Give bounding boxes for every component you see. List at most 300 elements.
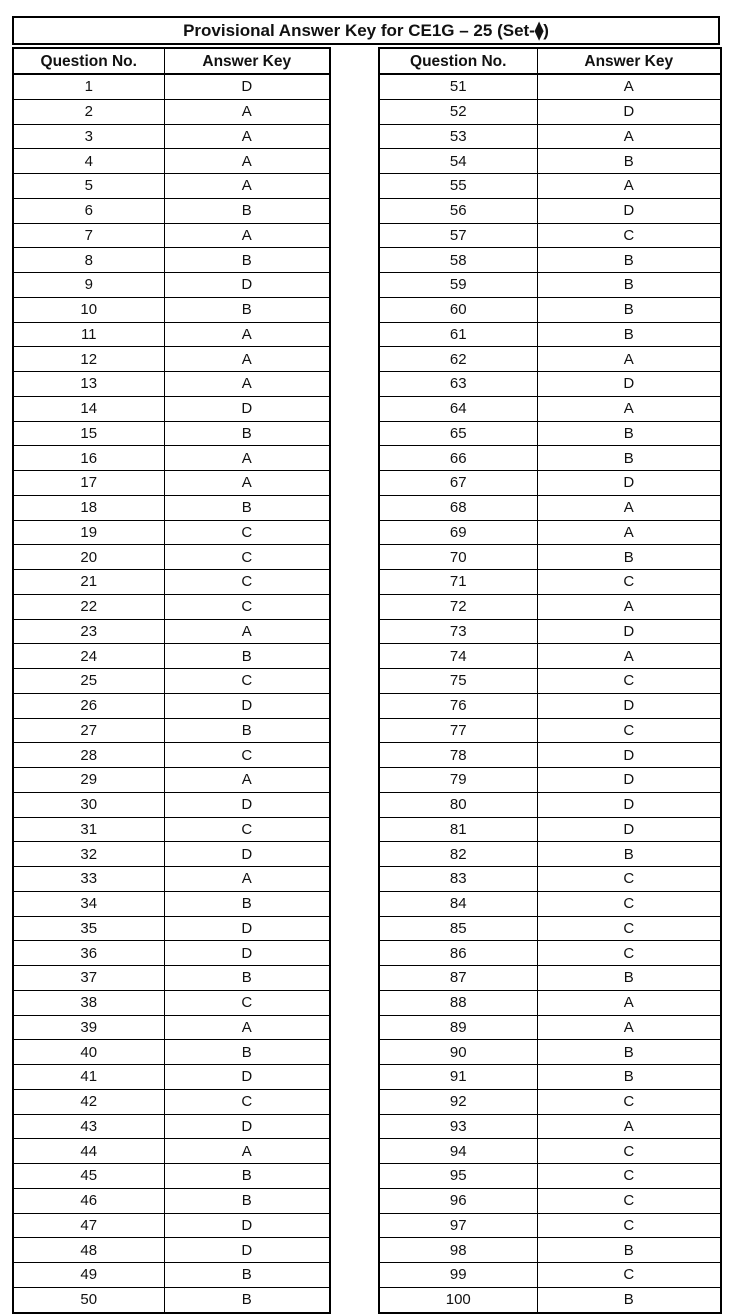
question-number: 86	[379, 941, 537, 966]
table-header-row	[13, 48, 330, 74]
answer-key-value: B	[537, 149, 721, 174]
table-row	[379, 966, 721, 991]
question-number: 23	[13, 619, 164, 644]
question-number: 100	[379, 1287, 537, 1312]
question-number: 36	[13, 941, 164, 966]
table-row	[379, 916, 721, 941]
question-number: 80	[379, 792, 537, 817]
question-number: 91	[379, 1065, 537, 1090]
question-number: 45	[13, 1164, 164, 1189]
table-row	[379, 1188, 721, 1213]
question-number: 51	[379, 74, 537, 99]
table-row	[379, 1139, 721, 1164]
table-row	[13, 619, 330, 644]
answer-key-value: D	[537, 792, 721, 817]
question-number: 4	[13, 149, 164, 174]
answer-key-value: C	[164, 520, 330, 545]
table-row	[379, 619, 721, 644]
question-number: 64	[379, 396, 537, 421]
table-row	[13, 891, 330, 916]
table-row	[13, 817, 330, 842]
answer-key-value: A	[164, 223, 330, 248]
question-number: 57	[379, 223, 537, 248]
question-number: 50	[13, 1287, 164, 1312]
table-row	[379, 297, 721, 322]
answer-key-value: A	[164, 322, 330, 347]
table-row	[379, 570, 721, 595]
answer-key-value: A	[537, 990, 721, 1015]
answer-key-value: B	[164, 495, 330, 520]
answer-key-value: B	[537, 273, 721, 298]
table-row	[13, 916, 330, 941]
answer-key-value: B	[164, 297, 330, 322]
table-row	[13, 743, 330, 768]
question-number: 93	[379, 1114, 537, 1139]
table-row	[13, 124, 330, 149]
answer-table-left	[12, 47, 331, 1314]
question-number: 70	[379, 545, 537, 570]
question-number: 72	[379, 594, 537, 619]
table-row	[13, 545, 330, 570]
answer-key-value: C	[537, 941, 721, 966]
answer-key-header: Answer Key	[164, 48, 330, 74]
answer-key-value: D	[537, 372, 721, 397]
answer-key-value: C	[537, 223, 721, 248]
answer-key-value: D	[164, 693, 330, 718]
question-number: 17	[13, 471, 164, 496]
question-number: 46	[13, 1188, 164, 1213]
answer-key-value: D	[537, 471, 721, 496]
question-number: 3	[13, 124, 164, 149]
table-row	[379, 891, 721, 916]
question-number: 90	[379, 1040, 537, 1065]
question-number: 71	[379, 570, 537, 595]
answer-key-value: A	[537, 520, 721, 545]
answer-key-value: A	[164, 619, 330, 644]
question-number: 69	[379, 520, 537, 545]
table-row	[379, 223, 721, 248]
table-row	[13, 1263, 330, 1288]
answer-key-value: C	[537, 718, 721, 743]
question-number: 16	[13, 446, 164, 471]
table-row	[13, 941, 330, 966]
answer-key-value: C	[164, 990, 330, 1015]
answer-key-value: D	[164, 74, 330, 99]
answer-key-value: B	[164, 644, 330, 669]
question-number: 37	[13, 966, 164, 991]
answer-key-value: C	[537, 1263, 721, 1288]
answer-key-value: A	[537, 74, 721, 99]
question-number: 68	[379, 495, 537, 520]
question-number: 98	[379, 1238, 537, 1263]
table-row	[13, 273, 330, 298]
question-number: 27	[13, 718, 164, 743]
table-row	[13, 990, 330, 1015]
answer-key-value: C	[164, 594, 330, 619]
answer-key-value: A	[164, 174, 330, 199]
page-title: Provisional Answer Key for CE1G – 25 (Set-⧫)	[12, 16, 720, 45]
table-row	[379, 99, 721, 124]
answer-key-value: D	[537, 198, 721, 223]
answer-key-value: C	[164, 570, 330, 595]
answer-key-value: D	[537, 768, 721, 793]
table-row	[13, 570, 330, 595]
answer-key-value: C	[164, 817, 330, 842]
answer-key-value: A	[537, 174, 721, 199]
question-number: 18	[13, 495, 164, 520]
answer-key-value: A	[164, 446, 330, 471]
table-row	[13, 1015, 330, 1040]
answer-key-value: D	[164, 792, 330, 817]
answer-key-value: A	[164, 99, 330, 124]
question-number: 29	[13, 768, 164, 793]
answer-key-value: A	[537, 347, 721, 372]
answer-key-value: A	[164, 471, 330, 496]
table-row	[379, 1164, 721, 1189]
question-number: 24	[13, 644, 164, 669]
table-row	[379, 1213, 721, 1238]
question-number: 21	[13, 570, 164, 595]
table-row	[379, 1065, 721, 1090]
answer-key-header: Answer Key	[537, 48, 721, 74]
answer-key-value: B	[537, 297, 721, 322]
table-row	[13, 446, 330, 471]
answer-key-value: A	[164, 347, 330, 372]
answer-key-value: B	[537, 842, 721, 867]
question-number: 65	[379, 421, 537, 446]
question-number: 78	[379, 743, 537, 768]
answer-key-value: D	[164, 1114, 330, 1139]
question-number: 33	[13, 867, 164, 892]
table-row	[379, 817, 721, 842]
table-row	[379, 1238, 721, 1263]
table-row	[379, 1287, 721, 1312]
question-number: 73	[379, 619, 537, 644]
question-number: 92	[379, 1089, 537, 1114]
answer-key-value: A	[537, 1114, 721, 1139]
answer-key-value: A	[164, 1015, 330, 1040]
table-row	[379, 248, 721, 273]
answer-key-value: C	[537, 1188, 721, 1213]
question-no-header: Question No.	[379, 48, 537, 74]
answer-key-value: D	[164, 941, 330, 966]
answer-key-value: B	[537, 1238, 721, 1263]
question-number: 43	[13, 1114, 164, 1139]
answer-key-value: C	[164, 545, 330, 570]
question-number: 61	[379, 322, 537, 347]
question-number: 48	[13, 1238, 164, 1263]
answer-key-value: B	[537, 1065, 721, 1090]
table-row	[13, 768, 330, 793]
answer-key-value: D	[537, 693, 721, 718]
table-row	[13, 322, 330, 347]
answer-key-value: B	[537, 421, 721, 446]
table-row	[13, 99, 330, 124]
question-number: 74	[379, 644, 537, 669]
answer-key-value: B	[537, 322, 721, 347]
answer-key-value: B	[164, 718, 330, 743]
question-number: 99	[379, 1263, 537, 1288]
table-row	[379, 446, 721, 471]
table-row	[379, 1015, 721, 1040]
answer-key-value: B	[164, 421, 330, 446]
table-row	[379, 718, 721, 743]
table-row	[13, 520, 330, 545]
table-row	[13, 644, 330, 669]
table-row	[13, 149, 330, 174]
question-number: 79	[379, 768, 537, 793]
table-row	[13, 1089, 330, 1114]
question-number: 9	[13, 273, 164, 298]
question-number: 54	[379, 149, 537, 174]
table-row	[379, 273, 721, 298]
question-number: 28	[13, 743, 164, 768]
table-row	[379, 495, 721, 520]
question-number: 47	[13, 1213, 164, 1238]
question-number: 89	[379, 1015, 537, 1040]
table-row	[13, 669, 330, 694]
table-row	[379, 669, 721, 694]
question-number: 14	[13, 396, 164, 421]
table-row	[13, 396, 330, 421]
answer-key-value: D	[164, 396, 330, 421]
question-no-header: Question No.	[13, 48, 164, 74]
answer-key-value: C	[164, 743, 330, 768]
question-number: 31	[13, 817, 164, 842]
table-row	[13, 842, 330, 867]
question-number: 55	[379, 174, 537, 199]
question-number: 82	[379, 842, 537, 867]
question-number: 7	[13, 223, 164, 248]
question-number: 76	[379, 693, 537, 718]
table-row	[13, 1287, 330, 1312]
question-number: 20	[13, 545, 164, 570]
table-row	[13, 867, 330, 892]
answer-key-value: C	[537, 669, 721, 694]
table-row	[13, 174, 330, 199]
table-row	[379, 594, 721, 619]
question-number: 35	[13, 916, 164, 941]
question-number: 62	[379, 347, 537, 372]
answer-key-value: D	[537, 817, 721, 842]
answer-key-value: B	[537, 1287, 721, 1312]
answer-key-value: C	[537, 1139, 721, 1164]
table-row	[379, 471, 721, 496]
question-number: 13	[13, 372, 164, 397]
table-row	[13, 718, 330, 743]
answer-table-right	[378, 47, 722, 1314]
answer-key-value: A	[164, 867, 330, 892]
question-number: 25	[13, 669, 164, 694]
question-number: 85	[379, 916, 537, 941]
answer-key-value: D	[164, 1213, 330, 1238]
question-number: 32	[13, 842, 164, 867]
question-number: 53	[379, 124, 537, 149]
question-number: 19	[13, 520, 164, 545]
table-header-row	[379, 48, 721, 74]
table-row	[379, 74, 721, 99]
table-row	[13, 1188, 330, 1213]
answer-key-value: B	[537, 1040, 721, 1065]
answer-key-value: B	[164, 198, 330, 223]
question-number: 15	[13, 421, 164, 446]
answer-key-value: A	[537, 396, 721, 421]
question-number: 38	[13, 990, 164, 1015]
question-number: 84	[379, 891, 537, 916]
table-row	[13, 1164, 330, 1189]
table-row	[13, 198, 330, 223]
question-number: 95	[379, 1164, 537, 1189]
answer-key-value: A	[537, 1015, 721, 1040]
answer-key-value: C	[537, 867, 721, 892]
question-number: 49	[13, 1263, 164, 1288]
answer-key-value: D	[537, 743, 721, 768]
table-row	[379, 520, 721, 545]
question-number: 94	[379, 1139, 537, 1164]
table-row	[379, 1040, 721, 1065]
table-row	[13, 421, 330, 446]
answer-key-value: B	[164, 1164, 330, 1189]
question-number: 83	[379, 867, 537, 892]
question-number: 10	[13, 297, 164, 322]
table-row	[379, 792, 721, 817]
table-row	[379, 1089, 721, 1114]
question-number: 40	[13, 1040, 164, 1065]
table-row	[13, 693, 330, 718]
table-row	[379, 198, 721, 223]
answer-key-value: C	[537, 1164, 721, 1189]
question-number: 67	[379, 471, 537, 496]
question-number: 12	[13, 347, 164, 372]
answer-key-value: D	[164, 842, 330, 867]
table-row	[13, 966, 330, 991]
table-row	[379, 941, 721, 966]
table-row	[13, 248, 330, 273]
question-number: 34	[13, 891, 164, 916]
table-row	[13, 74, 330, 99]
question-number: 63	[379, 372, 537, 397]
answer-key-value: A	[164, 124, 330, 149]
answer-key-value: A	[537, 495, 721, 520]
question-number: 58	[379, 248, 537, 273]
question-number: 5	[13, 174, 164, 199]
table-row	[379, 124, 721, 149]
question-number: 77	[379, 718, 537, 743]
question-number: 11	[13, 322, 164, 347]
question-number: 52	[379, 99, 537, 124]
table-row	[379, 174, 721, 199]
table-row	[379, 842, 721, 867]
table-row	[13, 471, 330, 496]
table-row	[13, 372, 330, 397]
table-row	[379, 322, 721, 347]
table-row	[13, 495, 330, 520]
answer-key-value: D	[164, 1065, 330, 1090]
answer-key-value: C	[537, 570, 721, 595]
question-number: 59	[379, 273, 537, 298]
question-number: 8	[13, 248, 164, 273]
question-number: 60	[379, 297, 537, 322]
answer-key-value: A	[164, 149, 330, 174]
table-row	[13, 223, 330, 248]
answer-key-value: C	[537, 916, 721, 941]
question-number: 26	[13, 693, 164, 718]
question-number: 41	[13, 1065, 164, 1090]
answer-key-value: A	[164, 372, 330, 397]
answer-key-value: B	[164, 966, 330, 991]
answer-key-value: D	[164, 1238, 330, 1263]
question-number: 56	[379, 198, 537, 223]
answer-key-value: B	[164, 248, 330, 273]
question-number: 6	[13, 198, 164, 223]
table-row	[379, 372, 721, 397]
answer-key-value: B	[537, 446, 721, 471]
answer-key-value: B	[537, 966, 721, 991]
table-row	[13, 1040, 330, 1065]
question-number: 87	[379, 966, 537, 991]
answer-key-value: A	[537, 594, 721, 619]
question-number: 22	[13, 594, 164, 619]
answer-key-value: D	[164, 916, 330, 941]
question-number: 2	[13, 99, 164, 124]
question-number: 75	[379, 669, 537, 694]
answer-key-value: D	[537, 99, 721, 124]
question-number: 88	[379, 990, 537, 1015]
answer-key-value: B	[537, 545, 721, 570]
answer-key-value: B	[164, 1263, 330, 1288]
table-row	[13, 1213, 330, 1238]
answer-key-value: A	[164, 1139, 330, 1164]
answer-key-value: A	[164, 768, 330, 793]
table-row	[13, 1238, 330, 1263]
answer-key-value: C	[537, 891, 721, 916]
table-row	[379, 347, 721, 372]
question-number: 97	[379, 1213, 537, 1238]
table-row	[13, 594, 330, 619]
table-row	[13, 1139, 330, 1164]
answer-key-value: D	[164, 273, 330, 298]
question-number: 1	[13, 74, 164, 99]
table-row	[379, 990, 721, 1015]
table-row	[379, 644, 721, 669]
table-row	[379, 1263, 721, 1288]
table-row	[13, 1114, 330, 1139]
table-row	[379, 743, 721, 768]
question-number: 44	[13, 1139, 164, 1164]
table-row	[379, 545, 721, 570]
table-row	[13, 297, 330, 322]
question-number: 30	[13, 792, 164, 817]
table-row	[379, 149, 721, 174]
table-row	[379, 421, 721, 446]
question-number: 81	[379, 817, 537, 842]
table-row	[13, 792, 330, 817]
question-number: 66	[379, 446, 537, 471]
answer-key-value: B	[537, 248, 721, 273]
answer-key-value: B	[164, 891, 330, 916]
table-row	[379, 396, 721, 421]
answer-key-value: B	[164, 1040, 330, 1065]
answer-key-value: D	[537, 619, 721, 644]
answer-key-value: C	[164, 1089, 330, 1114]
answer-key-value: A	[537, 124, 721, 149]
answer-key-value: C	[537, 1089, 721, 1114]
table-row	[379, 867, 721, 892]
answer-key-value: B	[164, 1188, 330, 1213]
table-row	[379, 768, 721, 793]
table-row	[13, 347, 330, 372]
question-number: 96	[379, 1188, 537, 1213]
